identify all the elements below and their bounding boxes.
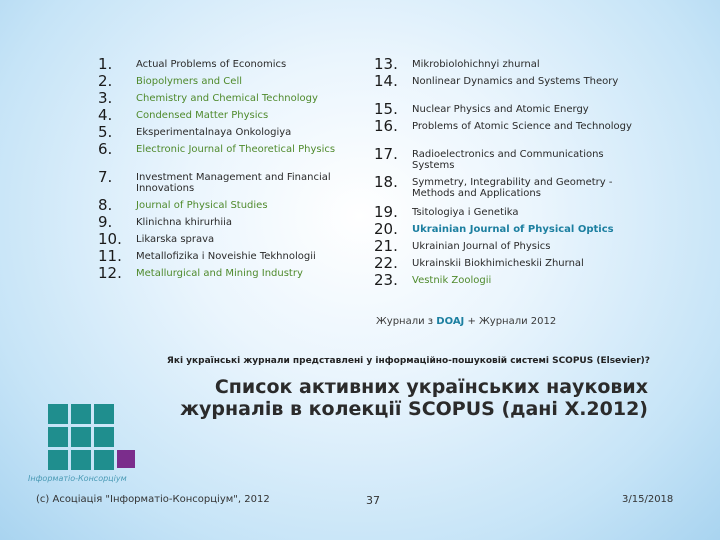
journal-list-item [98, 265, 348, 282]
journal-list-item [98, 124, 348, 141]
journal-list-item [374, 56, 634, 73]
journal-title: Nonlinear Dynamics and Systems Theory [412, 76, 619, 87]
journal-list-item [374, 174, 634, 204]
journal-title: Problems of Atomic Science and Technology [412, 121, 632, 132]
journal-title: Electronic Journal of Theoretical Physics [136, 144, 336, 155]
journal-title: Biopolymers and Cell [136, 76, 242, 87]
journal-list-item [98, 73, 348, 90]
slide-title: Список активних українських наукових журналів в колекції SCOPUS (дані X.2012) [180, 376, 648, 420]
journal-number: 3. [98, 89, 113, 107]
journal-title: Tsitologiya i Genetika [412, 207, 519, 218]
journal-title: Ukrainskii Biokhimicheskii Zhurnal [412, 258, 584, 269]
journal-title: Journal of Physical Studies [136, 200, 268, 211]
journal-number: 7. [98, 168, 113, 186]
journal-list-item [374, 238, 634, 255]
journal-number: 14. [374, 72, 398, 90]
journal-title: Mikrobiolohichnyi zhurnal [412, 59, 540, 70]
journal-title: Ukrainian Journal of Physical Optics [412, 224, 614, 235]
journal-list-item [98, 214, 348, 231]
journal-list-item [374, 118, 634, 146]
journal-title: Investment Management and Financial Innovations [136, 172, 331, 194]
journal-list-item [98, 90, 348, 107]
journal-list-item [374, 73, 634, 101]
journal-number: 23. [374, 271, 398, 289]
journal-list-item [98, 197, 348, 214]
journal-number: 10. [98, 230, 122, 248]
journal-list-item [374, 255, 634, 272]
journal-title: Metallofizika i Noveishie Tekhnologii [136, 251, 316, 262]
journal-number: 6. [98, 140, 113, 158]
journal-list-item [98, 141, 348, 169]
journal-list-left [98, 56, 348, 282]
journal-title: Vestnik Zoologii [412, 275, 492, 286]
journal-list-item [374, 272, 634, 289]
footnote-suffix: + Журнали 2012 [464, 316, 557, 327]
journal-title: Radioelectronics and Communications Systems [412, 149, 604, 171]
journal-number: 18. [374, 173, 398, 191]
footer-date: 3/15/2018 [622, 494, 674, 505]
journal-list-item [98, 248, 348, 265]
journal-number: 20. [374, 220, 398, 238]
logo-caption: Інформатіо-Консорціум [28, 474, 127, 483]
journal-title: Metallurgical and Mining Industry [136, 268, 303, 279]
journal-list-item [374, 146, 634, 174]
journal-number: 5. [98, 123, 113, 141]
journal-number: 21. [374, 237, 398, 255]
journal-number: 11. [98, 247, 122, 265]
journal-list-item [374, 204, 634, 221]
journal-title: Likarska sprava [136, 234, 215, 245]
journal-number: 22. [374, 254, 398, 272]
journal-title: Eksperimentalnaya Onkologiya [136, 127, 292, 138]
journal-number: 19. [374, 203, 398, 221]
journal-title: Klinichna khirurhiia [136, 217, 233, 228]
journal-number: 9. [98, 213, 113, 231]
journal-list-item [98, 107, 348, 124]
journal-title: Chemistry and Chemical Technology [136, 93, 318, 104]
journal-number: 12. [98, 264, 122, 282]
journal-list-item [98, 56, 348, 73]
journal-title: Actual Problems of Economics [136, 59, 287, 70]
journal-list-item [98, 169, 348, 197]
journal-list-right [374, 56, 634, 289]
journal-number: 2. [98, 72, 113, 90]
journal-number: 8. [98, 196, 113, 214]
journal-list-item [98, 231, 348, 248]
journal-title: Condensed Matter Physics [136, 110, 269, 121]
footnote-prefix: Журнали з [376, 316, 437, 327]
journal-number: 16. [374, 117, 398, 135]
journal-number: 1. [98, 55, 113, 73]
journal-list-item [374, 221, 634, 238]
footer-copyright: (c) Асоціація "Інформатіо-Консорціум", 2012 [36, 494, 270, 505]
journal-title: Ukrainian Journal of Physics [412, 241, 551, 252]
journal-title: Symmetry, Integrability and Geometry - Methods and Applications [412, 177, 613, 199]
journal-title: Nuclear Physics and Atomic Energy [412, 104, 589, 115]
page-number: 37 [366, 494, 380, 507]
journal-number: 15. [374, 100, 398, 118]
journal-number: 13. [374, 55, 398, 73]
question-text: Які українські журнали представлені у інформаційно-пошуковій системі SCOPUS (Elsevier)? [166, 356, 650, 366]
footnote-highlight: DOAJ [436, 316, 465, 327]
journal-list-item [374, 101, 634, 118]
journal-number: 17. [374, 145, 398, 163]
footnote [376, 316, 556, 327]
journal-number: 4. [98, 106, 113, 124]
